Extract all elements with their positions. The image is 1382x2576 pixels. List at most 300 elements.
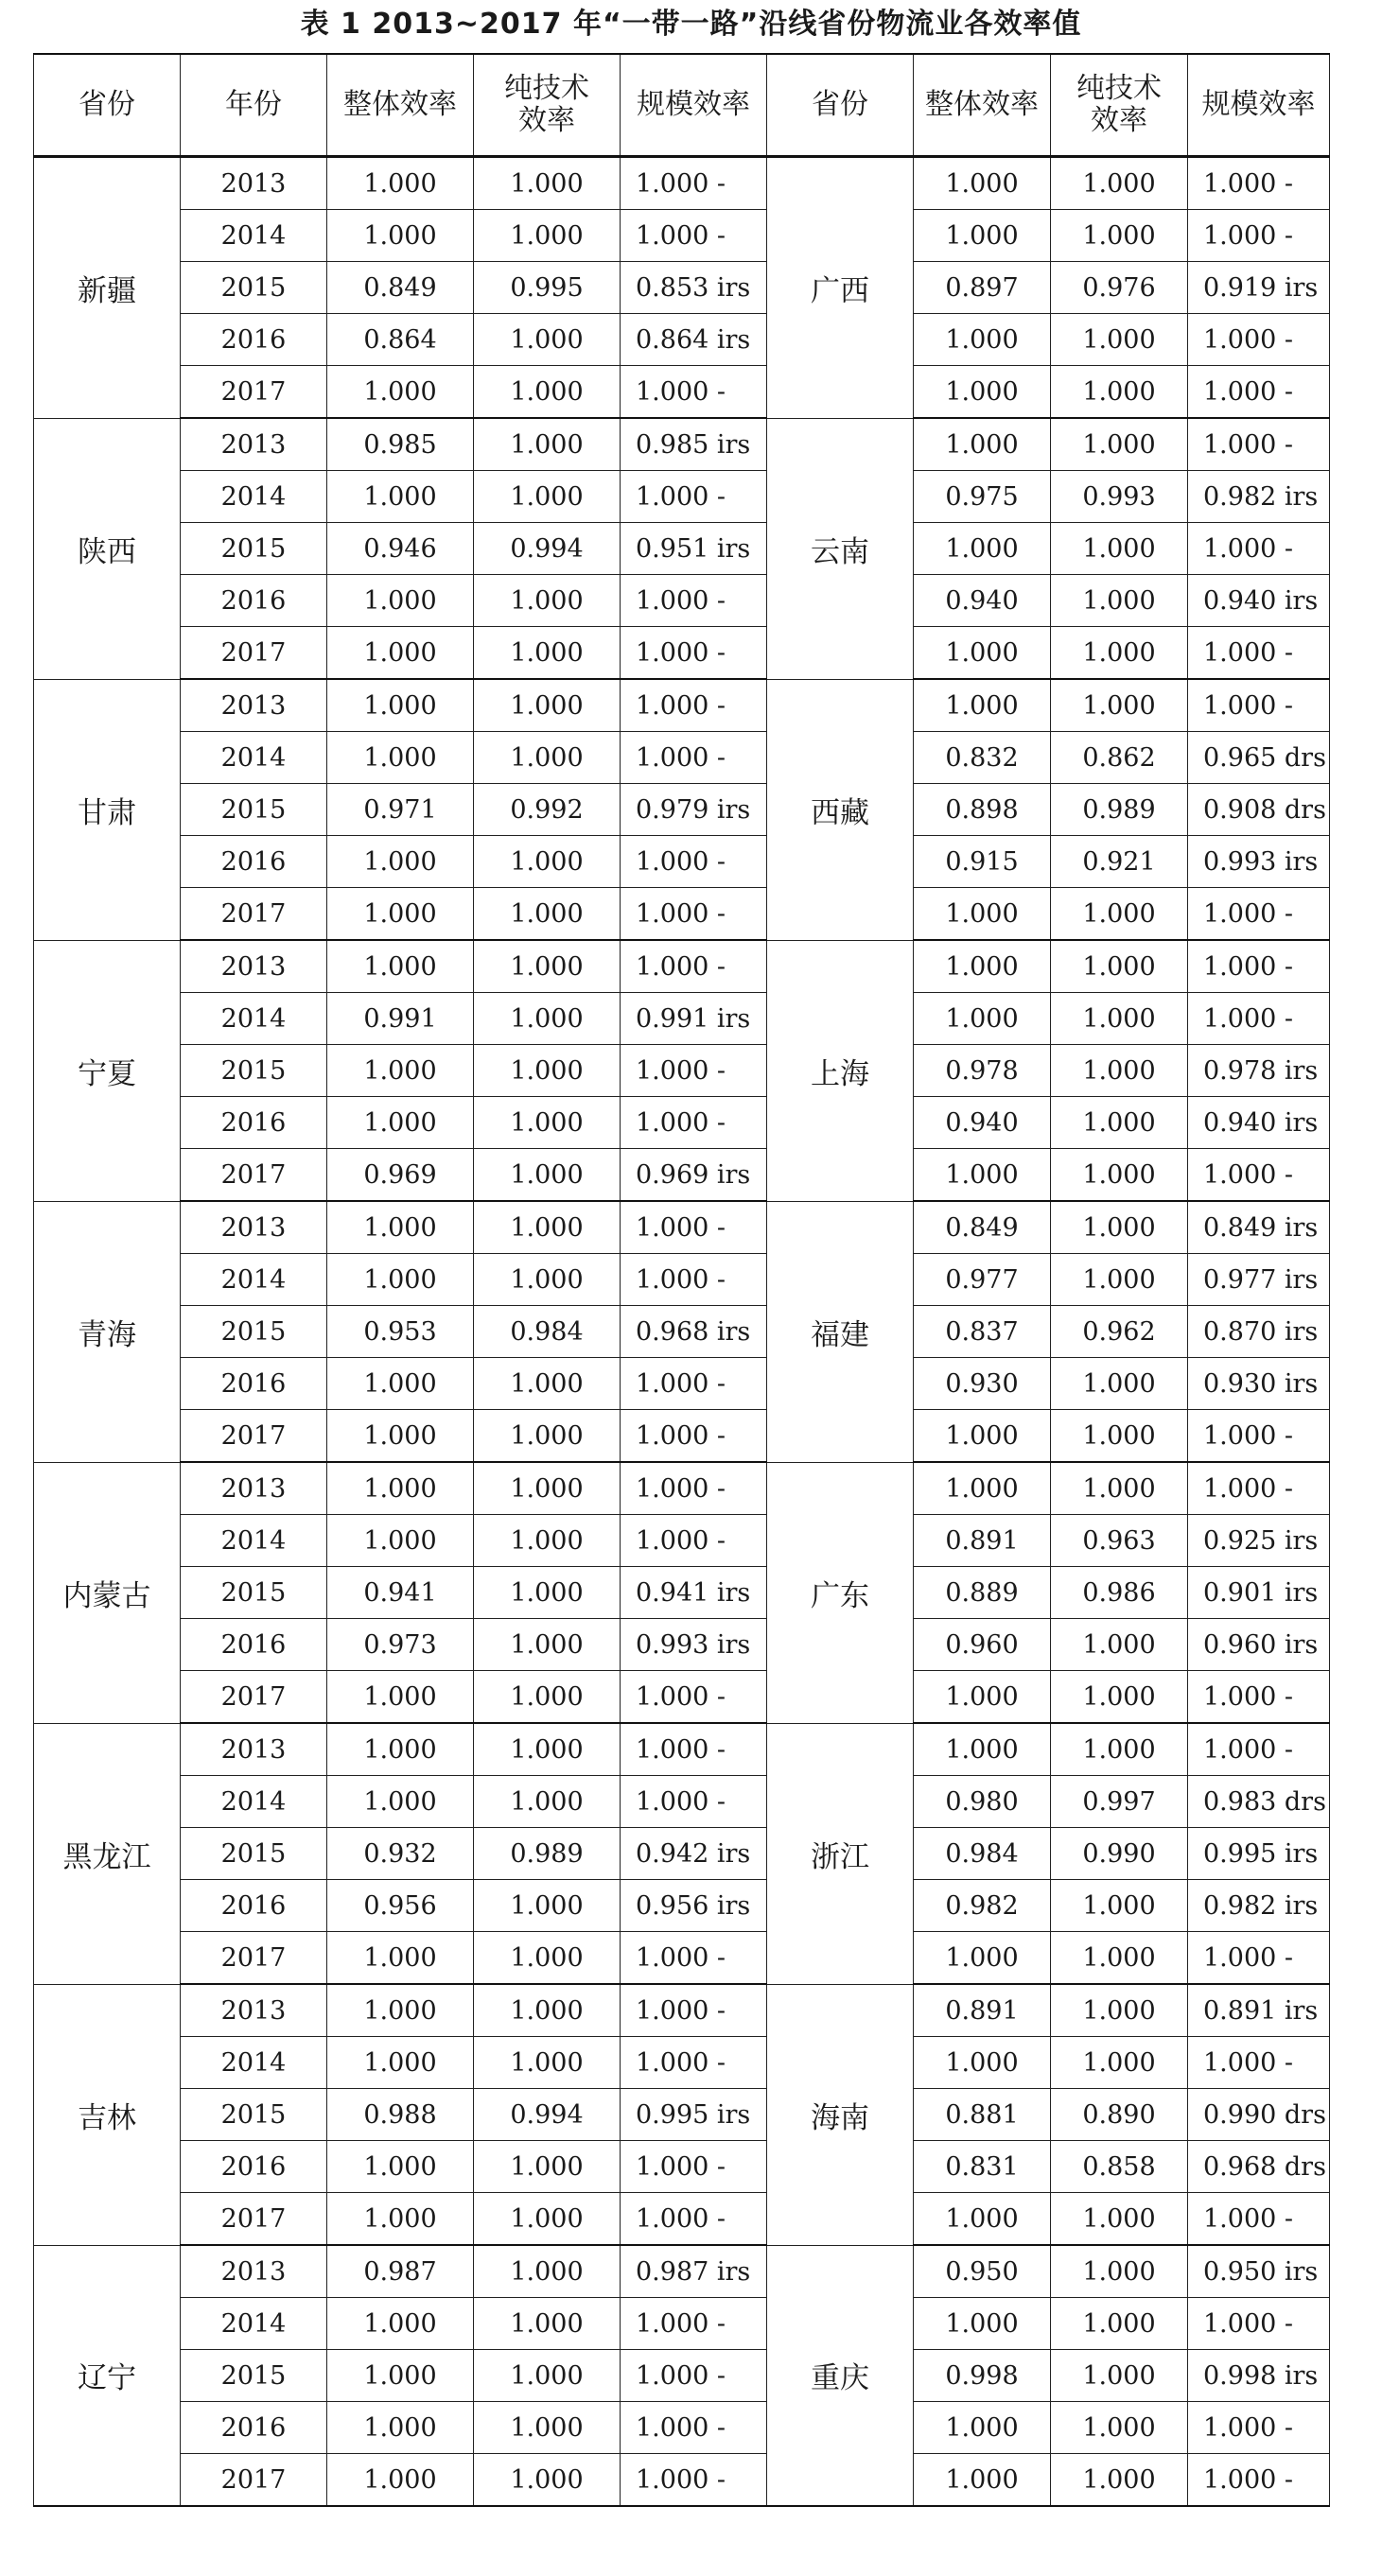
table-row <box>34 1984 1330 2037</box>
table-row <box>34 1932 1330 1985</box>
year-cell: 2015 <box>181 1306 327 1358</box>
overall-efficiency-right-cell: 1.000 <box>914 888 1051 941</box>
overall-efficiency-left-cell: 0.987 <box>327 2245 474 2298</box>
year-cell: 2017 <box>181 366 327 419</box>
pure-technical-efficiency-left-cell: 1.000 <box>474 1149 621 1202</box>
pure-technical-efficiency-left-cell: 1.000 <box>474 1880 621 1932</box>
table-row <box>34 679 1330 732</box>
efficiency-table <box>33 53 1330 2507</box>
header-year: 年份 <box>181 54 327 157</box>
pure-technical-efficiency-left-cell: 1.000 <box>474 1932 621 1985</box>
overall-efficiency-right-cell: 0.897 <box>914 262 1051 314</box>
scale-efficiency-left-cell: 1.000 - <box>621 2454 767 2507</box>
overall-efficiency-left-cell: 0.932 <box>327 1828 474 1880</box>
table-row <box>34 366 1330 419</box>
province-left-cell: 宁夏 <box>34 940 181 1201</box>
overall-efficiency-right-cell: 1.000 <box>914 993 1051 1045</box>
year-cell: 2014 <box>181 2037 327 2089</box>
overall-efficiency-left-cell: 0.864 <box>327 314 474 366</box>
year-cell: 2013 <box>181 1462 327 1515</box>
scale-efficiency-left-cell: 1.000 - <box>621 1984 767 2037</box>
scale-efficiency-right-cell: 0.940 irs <box>1188 1097 1330 1149</box>
header-overall-efficiency-right: 整体效率 <box>914 54 1051 157</box>
table-row <box>34 314 1330 366</box>
pure-technical-efficiency-left-cell: 1.000 <box>474 679 621 732</box>
pure-technical-efficiency-left-cell: 1.000 <box>474 940 621 993</box>
scale-efficiency-right-cell: 0.978 irs <box>1188 1045 1330 1097</box>
scale-efficiency-left-cell: 1.000 - <box>621 1776 767 1828</box>
table-row <box>34 262 1330 314</box>
overall-efficiency-right-cell: 0.960 <box>914 1619 1051 1671</box>
table-row <box>34 210 1330 262</box>
overall-efficiency-left-cell: 1.000 <box>327 2141 474 2193</box>
overall-efficiency-left-cell: 1.000 <box>327 627 474 680</box>
table-row <box>34 1462 1330 1515</box>
table-row <box>34 1776 1330 1828</box>
pure-technical-efficiency-left-cell: 1.000 <box>474 366 621 419</box>
table-row <box>34 1045 1330 1097</box>
pure-technical-efficiency-left-cell: 1.000 <box>474 888 621 941</box>
scale-efficiency-left-cell: 0.995 irs <box>621 2089 767 2141</box>
pure-technical-efficiency-left-cell: 1.000 <box>474 575 621 627</box>
province-right-cell: 海南 <box>767 1984 914 2245</box>
year-cell: 2015 <box>181 1567 327 1619</box>
pure-technical-efficiency-right-cell: 1.000 <box>1051 1358 1188 1410</box>
year-cell: 2017 <box>181 1932 327 1985</box>
scale-efficiency-right-cell: 0.891 irs <box>1188 1984 1330 2037</box>
overall-efficiency-right-cell: 0.837 <box>914 1306 1051 1358</box>
table-row <box>34 2089 1330 2141</box>
table-row <box>34 993 1330 1045</box>
pure-technical-efficiency-right-cell: 1.000 <box>1051 366 1188 419</box>
scale-efficiency-left-cell: 0.942 irs <box>621 1828 767 1880</box>
scale-efficiency-right-cell: 1.000 - <box>1188 1723 1330 1776</box>
overall-efficiency-right-cell: 0.881 <box>914 2089 1051 2141</box>
table-row <box>34 2245 1330 2298</box>
year-cell: 2014 <box>181 993 327 1045</box>
province-right-cell: 广西 <box>767 157 914 419</box>
overall-efficiency-left-cell: 0.969 <box>327 1149 474 1202</box>
scale-efficiency-left-cell: 1.000 - <box>621 2141 767 2193</box>
year-cell: 2016 <box>181 2141 327 2193</box>
pure-technical-efficiency-right-cell: 1.000 <box>1051 1932 1188 1985</box>
table-row <box>34 1828 1330 1880</box>
overall-efficiency-left-cell: 0.985 <box>327 418 474 471</box>
pure-technical-efficiency-right-cell: 1.000 <box>1051 1462 1188 1515</box>
year-cell: 2015 <box>181 2350 327 2402</box>
pure-technical-efficiency-left-cell: 1.000 <box>474 2245 621 2298</box>
pure-technical-efficiency-left-cell: 1.000 <box>474 2402 621 2454</box>
scale-efficiency-right-cell: 1.000 - <box>1188 993 1330 1045</box>
scale-efficiency-right-cell: 1.000 - <box>1188 2037 1330 2089</box>
table-caption: 表 1 2013~2017 年“一带一路”沿线省份物流业各效率值 <box>300 8 1082 41</box>
pure-technical-efficiency-left-cell: 1.000 <box>474 1776 621 1828</box>
overall-efficiency-left-cell: 1.000 <box>327 1410 474 1463</box>
pure-technical-efficiency-left-cell: 1.000 <box>474 732 621 784</box>
scale-efficiency-left-cell: 0.987 irs <box>621 2245 767 2298</box>
scale-efficiency-left-cell: 1.000 - <box>621 1515 767 1567</box>
pure-technical-efficiency-left-cell: 1.000 <box>474 1358 621 1410</box>
table-row <box>34 1306 1330 1358</box>
pure-technical-efficiency-right-cell: 1.000 <box>1051 1149 1188 1202</box>
overall-efficiency-right-cell: 1.000 <box>914 2193 1051 2246</box>
scale-efficiency-right-cell: 0.977 irs <box>1188 1254 1330 1306</box>
pure-technical-efficiency-right-cell: 0.858 <box>1051 2141 1188 2193</box>
overall-efficiency-right-cell: 0.831 <box>914 2141 1051 2193</box>
scale-efficiency-left-cell: 1.000 - <box>621 1410 767 1463</box>
pure-technical-efficiency-left-cell: 1.000 <box>474 210 621 262</box>
table-row <box>34 1567 1330 1619</box>
year-cell: 2013 <box>181 418 327 471</box>
pure-technical-efficiency-left-cell: 1.000 <box>474 1410 621 1463</box>
pure-technical-efficiency-left-cell: 1.000 <box>474 1201 621 1254</box>
province-left-cell: 甘肃 <box>34 679 181 940</box>
scale-efficiency-left-cell: 1.000 - <box>621 2350 767 2402</box>
overall-efficiency-left-cell: 1.000 <box>327 2350 474 2402</box>
overall-efficiency-right-cell: 0.980 <box>914 1776 1051 1828</box>
province-right-cell: 上海 <box>767 940 914 1201</box>
province-right-cell: 广东 <box>767 1462 914 1723</box>
table-row <box>34 2298 1330 2350</box>
pure-technical-efficiency-left-cell: 0.995 <box>474 262 621 314</box>
header-province-left: 省份 <box>34 54 181 157</box>
scale-efficiency-right-cell: 1.000 - <box>1188 2193 1330 2246</box>
scale-efficiency-left-cell: 0.853 irs <box>621 262 767 314</box>
scale-efficiency-right-cell: 1.000 - <box>1188 1410 1330 1463</box>
table-row <box>34 157 1330 210</box>
province-right-cell: 西藏 <box>767 679 914 940</box>
overall-efficiency-left-cell: 1.000 <box>327 1045 474 1097</box>
year-cell: 2017 <box>181 2454 327 2507</box>
pure-technical-efficiency-left-cell: 1.000 <box>474 2193 621 2246</box>
overall-efficiency-right-cell: 1.000 <box>914 1932 1051 1985</box>
year-cell: 2015 <box>181 784 327 836</box>
year-cell: 2014 <box>181 1776 327 1828</box>
year-cell: 2017 <box>181 1671 327 1724</box>
pure-technical-efficiency-left-cell: 1.000 <box>474 314 621 366</box>
scale-efficiency-left-cell: 1.000 - <box>621 732 767 784</box>
pure-technical-efficiency-right-cell: 1.000 <box>1051 1723 1188 1776</box>
year-cell: 2013 <box>181 1723 327 1776</box>
scale-efficiency-right-cell: 0.908 drs <box>1188 784 1330 836</box>
table-row <box>34 418 1330 471</box>
scale-efficiency-right-cell: 0.930 irs <box>1188 1358 1330 1410</box>
pure-technical-efficiency-left-cell: 1.000 <box>474 993 621 1045</box>
scale-efficiency-right-cell: 0.960 irs <box>1188 1619 1330 1671</box>
header-scale-efficiency-right: 规模效率 <box>1188 54 1330 157</box>
overall-efficiency-left-cell: 1.000 <box>327 210 474 262</box>
table-row <box>34 2193 1330 2246</box>
pure-technical-efficiency-right-cell: 1.000 <box>1051 1619 1188 1671</box>
year-cell: 2016 <box>181 1880 327 1932</box>
pure-technical-efficiency-right-cell: 1.000 <box>1051 1097 1188 1149</box>
overall-efficiency-left-cell: 0.953 <box>327 1306 474 1358</box>
pure-technical-efficiency-right-cell: 0.890 <box>1051 2089 1188 2141</box>
table-row <box>34 888 1330 941</box>
scale-efficiency-left-cell: 0.979 irs <box>621 784 767 836</box>
overall-efficiency-left-cell: 1.000 <box>327 2454 474 2507</box>
pure-technical-efficiency-right-cell: 0.990 <box>1051 1828 1188 1880</box>
overall-efficiency-right-cell: 1.000 <box>914 2037 1051 2089</box>
overall-efficiency-right-cell: 1.000 <box>914 366 1051 419</box>
pure-technical-efficiency-left-cell: 1.000 <box>474 1097 621 1149</box>
table-row <box>34 1149 1330 1202</box>
province-left-cell: 黑龙江 <box>34 1723 181 1984</box>
year-cell: 2017 <box>181 888 327 941</box>
overall-efficiency-right-cell: 1.000 <box>914 2298 1051 2350</box>
scale-efficiency-left-cell: 1.000 - <box>621 2402 767 2454</box>
overall-efficiency-right-cell: 0.891 <box>914 1984 1051 2037</box>
overall-efficiency-right-cell: 0.984 <box>914 1828 1051 1880</box>
scale-efficiency-left-cell: 0.864 irs <box>621 314 767 366</box>
year-cell: 2014 <box>181 210 327 262</box>
overall-efficiency-left-cell: 1.000 <box>327 157 474 210</box>
scale-efficiency-right-cell: 0.983 drs <box>1188 1776 1330 1828</box>
overall-efficiency-right-cell: 1.000 <box>914 1149 1051 1202</box>
year-cell: 2013 <box>181 1201 327 1254</box>
scale-efficiency-left-cell: 0.968 irs <box>621 1306 767 1358</box>
overall-efficiency-left-cell: 1.000 <box>327 1515 474 1567</box>
year-cell: 2015 <box>181 262 327 314</box>
scale-efficiency-left-cell: 0.969 irs <box>621 1149 767 1202</box>
pure-technical-efficiency-right-cell: 1.000 <box>1051 1671 1188 1724</box>
pure-technical-efficiency-right-cell: 1.000 <box>1051 418 1188 471</box>
scale-efficiency-left-cell: 1.000 - <box>621 1723 767 1776</box>
overall-efficiency-right-cell: 0.891 <box>914 1515 1051 1567</box>
scale-efficiency-left-cell: 1.000 - <box>621 1045 767 1097</box>
pure-technical-efficiency-left-cell: 1.000 <box>474 2454 621 2507</box>
year-cell: 2016 <box>181 1619 327 1671</box>
pure-technical-efficiency-left-cell: 0.994 <box>474 523 621 575</box>
scale-efficiency-right-cell: 0.901 irs <box>1188 1567 1330 1619</box>
year-cell: 2016 <box>181 836 327 888</box>
year-cell: 2015 <box>181 1045 327 1097</box>
pure-technical-efficiency-left-cell: 1.000 <box>474 2141 621 2193</box>
scale-efficiency-right-cell: 0.965 drs <box>1188 732 1330 784</box>
overall-efficiency-right-cell: 0.849 <box>914 1201 1051 1254</box>
pure-technical-efficiency-right-cell: 1.000 <box>1051 2350 1188 2402</box>
scale-efficiency-right-cell: 1.000 - <box>1188 2454 1330 2507</box>
scale-efficiency-right-cell: 1.000 - <box>1188 523 1330 575</box>
province-left-cell: 吉林 <box>34 1984 181 2245</box>
pure-technical-efficiency-right-cell: 0.989 <box>1051 784 1188 836</box>
province-left-cell: 陕西 <box>34 418 181 679</box>
table-row <box>34 1201 1330 1254</box>
scale-efficiency-left-cell: 1.000 - <box>621 471 767 523</box>
pure-technical-efficiency-right-cell: 0.921 <box>1051 836 1188 888</box>
table-row <box>34 2350 1330 2402</box>
scale-efficiency-right-cell: 0.870 irs <box>1188 1306 1330 1358</box>
scale-efficiency-right-cell: 1.000 - <box>1188 627 1330 680</box>
scale-efficiency-left-cell: 1.000 - <box>621 1097 767 1149</box>
scale-efficiency-right-cell: 1.000 - <box>1188 314 1330 366</box>
scale-efficiency-left-cell: 1.000 - <box>621 1201 767 1254</box>
year-cell: 2013 <box>181 2245 327 2298</box>
scale-efficiency-right-cell: 0.982 irs <box>1188 1880 1330 1932</box>
year-cell: 2014 <box>181 1515 327 1567</box>
pure-technical-efficiency-right-cell: 0.862 <box>1051 732 1188 784</box>
scale-efficiency-right-cell: 1.000 - <box>1188 366 1330 419</box>
pure-technical-efficiency-left-cell: 1.000 <box>474 2037 621 2089</box>
overall-efficiency-right-cell: 0.998 <box>914 2350 1051 2402</box>
overall-efficiency-right-cell: 1.000 <box>914 157 1051 210</box>
overall-efficiency-left-cell: 0.941 <box>327 1567 474 1619</box>
overall-efficiency-right-cell: 0.940 <box>914 1097 1051 1149</box>
overall-efficiency-left-cell: 1.000 <box>327 679 474 732</box>
scale-efficiency-right-cell: 1.000 - <box>1188 1932 1330 1985</box>
header-scale-efficiency-left: 规模效率 <box>621 54 767 157</box>
overall-efficiency-left-cell: 0.988 <box>327 2089 474 2141</box>
overall-efficiency-left-cell: 0.991 <box>327 993 474 1045</box>
scale-efficiency-right-cell: 0.849 irs <box>1188 1201 1330 1254</box>
pure-technical-efficiency-left-cell: 1.000 <box>474 2350 621 2402</box>
overall-efficiency-left-cell: 0.956 <box>327 1880 474 1932</box>
scale-efficiency-right-cell: 0.968 drs <box>1188 2141 1330 2193</box>
overall-efficiency-left-cell: 1.000 <box>327 1932 474 1985</box>
scale-efficiency-right-cell: 0.940 irs <box>1188 575 1330 627</box>
pure-technical-efficiency-right-cell: 1.000 <box>1051 993 1188 1045</box>
pure-technical-efficiency-left-cell: 1.000 <box>474 836 621 888</box>
province-right-cell: 福建 <box>767 1201 914 1462</box>
overall-efficiency-right-cell: 0.889 <box>914 1567 1051 1619</box>
overall-efficiency-right-cell: 1.000 <box>914 1410 1051 1463</box>
pure-technical-efficiency-left-cell: 1.000 <box>474 1254 621 1306</box>
overall-efficiency-right-cell: 1.000 <box>914 940 1051 993</box>
pure-technical-efficiency-right-cell: 1.000 <box>1051 1984 1188 2037</box>
overall-efficiency-left-cell: 1.000 <box>327 1723 474 1776</box>
overall-efficiency-right-cell: 1.000 <box>914 1671 1051 1724</box>
overall-efficiency-left-cell: 0.849 <box>327 262 474 314</box>
pure-technical-efficiency-left-cell: 1.000 <box>474 1515 621 1567</box>
scale-efficiency-left-cell: 1.000 - <box>621 1671 767 1724</box>
table-row <box>34 1254 1330 1306</box>
pure-technical-efficiency-right-cell: 1.000 <box>1051 2193 1188 2246</box>
year-cell: 2014 <box>181 471 327 523</box>
pure-technical-efficiency-left-cell: 0.994 <box>474 2089 621 2141</box>
overall-efficiency-right-cell: 1.000 <box>914 418 1051 471</box>
year-cell: 2013 <box>181 679 327 732</box>
pure-technical-efficiency-left-cell: 1.000 <box>474 1567 621 1619</box>
overall-efficiency-right-cell: 1.000 <box>914 627 1051 680</box>
pure-technical-efficiency-right-cell: 0.986 <box>1051 1567 1188 1619</box>
overall-efficiency-left-cell: 0.971 <box>327 784 474 836</box>
header-pure-technical-efficiency-right: 纯技术效率 <box>1051 54 1188 157</box>
scale-efficiency-right-cell: 1.000 - <box>1188 210 1330 262</box>
scale-efficiency-left-cell: 1.000 - <box>621 1932 767 1985</box>
overall-efficiency-left-cell: 1.000 <box>327 575 474 627</box>
overall-efficiency-right-cell: 0.950 <box>914 2245 1051 2298</box>
overall-efficiency-right-cell: 1.000 <box>914 210 1051 262</box>
table-row <box>34 575 1330 627</box>
table-row <box>34 523 1330 575</box>
scale-efficiency-left-cell: 1.000 - <box>621 1462 767 1515</box>
table-row <box>34 784 1330 836</box>
pure-technical-efficiency-right-cell: 0.963 <box>1051 1515 1188 1567</box>
year-cell: 2015 <box>181 2089 327 2141</box>
year-cell: 2015 <box>181 523 327 575</box>
province-left-cell: 青海 <box>34 1201 181 1462</box>
pure-technical-efficiency-right-cell: 1.000 <box>1051 1880 1188 1932</box>
scale-efficiency-right-cell: 0.990 drs <box>1188 2089 1330 2141</box>
table-row <box>34 1515 1330 1567</box>
pure-technical-efficiency-left-cell: 0.992 <box>474 784 621 836</box>
overall-efficiency-left-cell: 1.000 <box>327 1462 474 1515</box>
table-row <box>34 627 1330 680</box>
pure-technical-efficiency-right-cell: 1.000 <box>1051 679 1188 732</box>
year-cell: 2017 <box>181 1410 327 1463</box>
table-row <box>34 1671 1330 1724</box>
pure-technical-efficiency-left-cell: 1.000 <box>474 1723 621 1776</box>
province-left-cell: 辽宁 <box>34 2245 181 2506</box>
pure-technical-efficiency-left-cell: 1.000 <box>474 1462 621 1515</box>
table-row <box>34 1410 1330 1463</box>
pure-technical-efficiency-right-cell: 1.000 <box>1051 1254 1188 1306</box>
scale-efficiency-right-cell: 0.919 irs <box>1188 262 1330 314</box>
overall-efficiency-right-cell: 0.982 <box>914 1880 1051 1932</box>
scale-efficiency-left-cell: 1.000 - <box>621 157 767 210</box>
year-cell: 2016 <box>181 314 327 366</box>
overall-efficiency-left-cell: 0.973 <box>327 1619 474 1671</box>
table-row <box>34 1619 1330 1671</box>
table-row <box>34 2037 1330 2089</box>
pure-technical-efficiency-left-cell: 1.000 <box>474 1671 621 1724</box>
overall-efficiency-right-cell: 1.000 <box>914 523 1051 575</box>
scale-efficiency-right-cell: 0.995 irs <box>1188 1828 1330 1880</box>
pure-technical-efficiency-right-cell: 1.000 <box>1051 940 1188 993</box>
overall-efficiency-left-cell: 1.000 <box>327 2402 474 2454</box>
scale-efficiency-right-cell: 1.000 - <box>1188 418 1330 471</box>
overall-efficiency-left-cell: 1.000 <box>327 1671 474 1724</box>
table-row <box>34 1723 1330 1776</box>
year-cell: 2014 <box>181 2298 327 2350</box>
overall-efficiency-left-cell: 1.000 <box>327 1358 474 1410</box>
year-cell: 2017 <box>181 1149 327 1202</box>
pure-technical-efficiency-right-cell: 1.000 <box>1051 157 1188 210</box>
year-cell: 2014 <box>181 732 327 784</box>
pure-technical-efficiency-right-cell: 1.000 <box>1051 1201 1188 1254</box>
scale-efficiency-left-cell: 1.000 - <box>621 679 767 732</box>
scale-efficiency-left-cell: 1.000 - <box>621 366 767 419</box>
pure-technical-efficiency-right-cell: 1.000 <box>1051 627 1188 680</box>
pure-technical-efficiency-right-cell: 0.976 <box>1051 262 1188 314</box>
table-row <box>34 1880 1330 1932</box>
pure-technical-efficiency-left-cell: 0.989 <box>474 1828 621 1880</box>
overall-efficiency-left-cell: 1.000 <box>327 940 474 993</box>
year-cell: 2016 <box>181 575 327 627</box>
scale-efficiency-left-cell: 1.000 - <box>621 2037 767 2089</box>
scale-efficiency-left-cell: 0.951 irs <box>621 523 767 575</box>
scale-efficiency-right-cell: 1.000 - <box>1188 2402 1330 2454</box>
table-row <box>34 940 1330 993</box>
overall-efficiency-right-cell: 0.977 <box>914 1254 1051 1306</box>
header-overall-efficiency-left: 整体效率 <box>327 54 474 157</box>
overall-efficiency-right-cell: 1.000 <box>914 1723 1051 1776</box>
scale-efficiency-right-cell: 1.000 - <box>1188 1671 1330 1724</box>
scale-efficiency-right-cell: 1.000 - <box>1188 157 1330 210</box>
scale-efficiency-right-cell: 1.000 - <box>1188 1149 1330 1202</box>
pure-technical-efficiency-left-cell: 0.984 <box>474 1306 621 1358</box>
pure-technical-efficiency-right-cell: 1.000 <box>1051 1410 1188 1463</box>
scale-efficiency-right-cell: 1.000 - <box>1188 2298 1330 2350</box>
year-cell: 2017 <box>181 627 327 680</box>
year-cell: 2013 <box>181 157 327 210</box>
scale-efficiency-left-cell: 1.000 - <box>621 940 767 993</box>
year-cell: 2014 <box>181 1254 327 1306</box>
table-row <box>34 2454 1330 2507</box>
overall-efficiency-right-cell: 1.000 <box>914 679 1051 732</box>
overall-efficiency-right-cell: 0.930 <box>914 1358 1051 1410</box>
scale-efficiency-left-cell: 0.985 irs <box>621 418 767 471</box>
